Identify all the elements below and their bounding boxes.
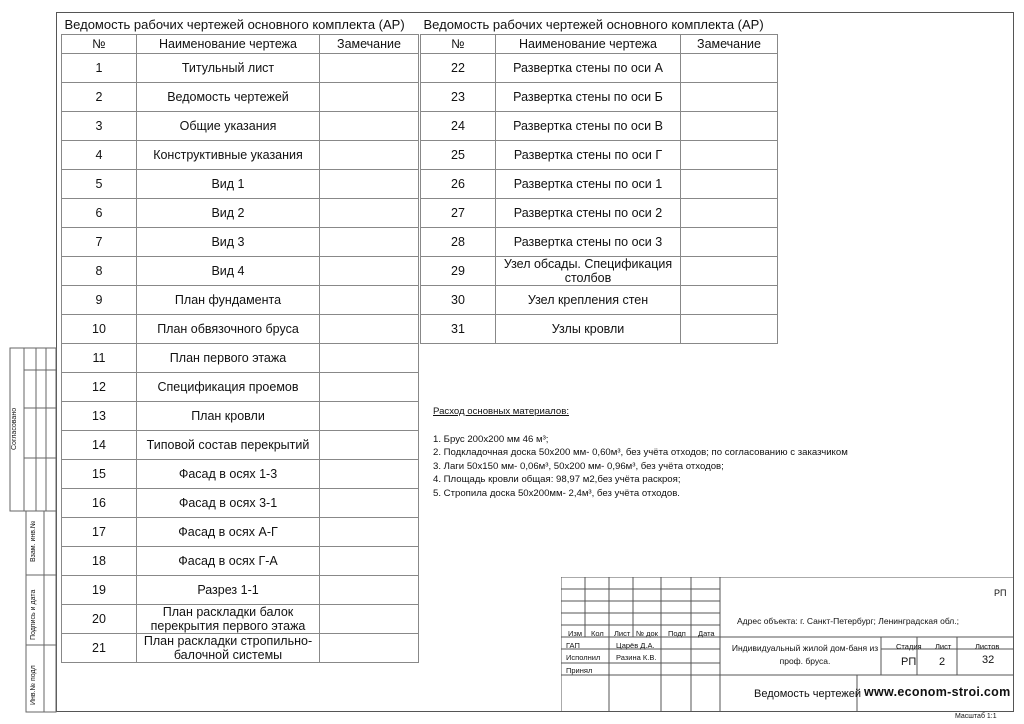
row-drawing-name: План кровли [137, 402, 320, 431]
side-label-inv-original: Инв.№ подл [30, 665, 37, 705]
row-drawing-name: План раскладки стропильно-балочной системы [137, 634, 320, 663]
row-drawing-name: Конструктивные указания [137, 141, 320, 170]
stamp-role: Исполнил [566, 653, 601, 662]
registry-row [62, 344, 419, 373]
row-note [681, 228, 778, 257]
stamp-col-date: Дата [698, 629, 715, 638]
row-number: 17 [62, 518, 137, 547]
row-note [681, 315, 778, 344]
row-note [320, 373, 419, 402]
row-note [320, 605, 419, 634]
registry-row [62, 547, 419, 576]
row-drawing-name: Разрез 1-1 [137, 576, 320, 605]
row-drawing-name: Развертка стены по оси Г [496, 141, 681, 170]
row-number: 15 [62, 460, 137, 489]
row-drawing-name: Титульный лист [137, 54, 320, 83]
registry-row [62, 315, 419, 344]
row-number: 3 [62, 112, 137, 141]
row-drawing-name: Развертка стены по оси 3 [496, 228, 681, 257]
header-note: Замечание [681, 35, 778, 54]
row-number: 5 [62, 170, 137, 199]
row-drawing-name: Узел обсады. Спецификация столбов [496, 257, 681, 286]
registry-row [62, 286, 419, 315]
materials-heading: Расход основных материалов: [433, 406, 569, 417]
registry-row [62, 228, 419, 257]
row-note [320, 460, 419, 489]
row-number: 2 [62, 83, 137, 112]
row-note [320, 431, 419, 460]
registry-row [421, 286, 778, 315]
row-note [681, 112, 778, 141]
row-drawing-name: План обвязочного бруса [137, 315, 320, 344]
row-drawing-name: Вид 4 [137, 257, 320, 286]
row-drawing-name: Ведомость чертежей [137, 83, 320, 112]
row-number: 23 [421, 83, 496, 112]
stamp-code: РП [994, 588, 1007, 598]
materials-block [433, 405, 848, 500]
side-label-agreed: Согласовано [11, 407, 18, 450]
stamp-stage-label: Стадия [896, 642, 922, 651]
row-note [320, 518, 419, 547]
row-number: 18 [62, 547, 137, 576]
materials-item: 5. Стропила доска 50х200мм- 2,4м³, без учёта отходов. [433, 487, 680, 499]
row-drawing-name: Вид 3 [137, 228, 320, 257]
row-number: 27 [421, 199, 496, 228]
row-drawing-name: Узел крепления стен [496, 286, 681, 315]
row-number: 25 [421, 141, 496, 170]
registry-right-body [421, 54, 778, 344]
row-drawing-name: Развертка стены по оси Б [496, 83, 681, 112]
row-number: 12 [62, 373, 137, 402]
row-note [320, 634, 419, 663]
row-drawing-name: Развертка стены по оси В [496, 112, 681, 141]
row-number: 21 [62, 634, 137, 663]
row-note [320, 54, 419, 83]
stamp-doc-title: Ведомость чертежей [754, 688, 862, 700]
row-drawing-name: Вид 2 [137, 199, 320, 228]
row-note [320, 489, 419, 518]
registry-row [62, 170, 419, 199]
row-number: 11 [62, 344, 137, 373]
row-note [320, 141, 419, 170]
stamp-role: Принял [566, 666, 593, 675]
row-drawing-name: Спецификация проемов [137, 373, 320, 402]
registry-row [421, 199, 778, 228]
header-num: № [62, 35, 137, 54]
stamp-col-doc: № док [636, 629, 658, 638]
row-drawing-name: Развертка стены по оси А [496, 54, 681, 83]
row-drawing-name: Общие указания [137, 112, 320, 141]
row-note [681, 286, 778, 315]
header-name: Наименование чертежа [137, 35, 320, 54]
row-note [320, 199, 419, 228]
registry-row [62, 54, 419, 83]
row-note [320, 228, 419, 257]
side-label-sign-date: Подпись и дата [30, 589, 37, 640]
row-note [320, 112, 419, 141]
row-note [681, 141, 778, 170]
row-note [320, 83, 419, 112]
row-drawing-name: Фасад в осях А-Г [137, 518, 320, 547]
registry-title: Ведомость рабочих чертежей основного комплекта (АР) [421, 16, 778, 35]
row-number: 10 [62, 315, 137, 344]
stamp-sheet-label: Лист [935, 642, 952, 651]
stamp-sheets: 32 [982, 654, 995, 666]
row-drawing-name: План раскладки балок перекрытия первого этажа [137, 605, 320, 634]
row-number: 6 [62, 199, 137, 228]
website-link[interactable]: www.econom-stroi.com [864, 685, 1011, 699]
registry-row [62, 518, 419, 547]
registry-row [62, 402, 419, 431]
row-drawing-name: Фасад в осях Г-А [137, 547, 320, 576]
registry-row [62, 83, 419, 112]
row-drawing-name: Типовой состав перекрытий [137, 431, 320, 460]
row-drawing-name: Вид 1 [137, 170, 320, 199]
row-note [681, 257, 778, 286]
row-note [681, 83, 778, 112]
stamp-stage: РП [901, 656, 917, 668]
registry-row [421, 112, 778, 141]
row-number: 28 [421, 228, 496, 257]
registry-row [62, 634, 419, 663]
registry-row [62, 112, 419, 141]
registry-row [62, 199, 419, 228]
drawings-registry-left [61, 16, 419, 663]
registry-row [62, 431, 419, 460]
registry-row [62, 257, 419, 286]
row-drawing-name: Узлы кровли [496, 315, 681, 344]
stamp-col-kol: Кол [591, 629, 604, 638]
materials-item: 3. Лаги 50х150 мм- 0,06м³, 50х200 мм- 0,96м³, без учёта отходов; [433, 460, 724, 472]
registry-row [421, 315, 778, 344]
row-drawing-name: Развертка стены по оси 1 [496, 170, 681, 199]
row-number: 4 [62, 141, 137, 170]
row-number: 9 [62, 286, 137, 315]
materials-item: 1. Брус 200х200 мм 46 м³; [433, 433, 549, 445]
header-num: № [421, 35, 496, 54]
registry-row [421, 228, 778, 257]
row-drawing-name: Развертка стены по оси 2 [496, 199, 681, 228]
stamp-col-izm: Изм [568, 629, 582, 638]
registry-row [62, 460, 419, 489]
row-number: 16 [62, 489, 137, 518]
row-number: 14 [62, 431, 137, 460]
row-note [681, 170, 778, 199]
row-note [681, 199, 778, 228]
stamp-person: Разина К.В. [616, 653, 657, 662]
header-note: Замечание [320, 35, 419, 54]
stamp-scale: Масштаб 1:1 [955, 713, 997, 720]
row-note [320, 257, 419, 286]
registry-left-body [62, 54, 419, 663]
row-number: 29 [421, 257, 496, 286]
row-note [320, 402, 419, 431]
row-drawing-name: Фасад в осях 3-1 [137, 489, 320, 518]
materials-item: 2. Подкладочная доска 50х200 мм- 0,60м³, без учёта отходов; по согласованию с заказчиком [433, 447, 848, 458]
row-number: 1 [62, 54, 137, 83]
row-drawing-name: Фасад в осях 1-3 [137, 460, 320, 489]
row-note [320, 286, 419, 315]
row-number: 24 [421, 112, 496, 141]
row-note [320, 344, 419, 373]
stamp-sheets-label: Листов [975, 642, 1000, 651]
row-number: 31 [421, 315, 496, 344]
row-note [681, 54, 778, 83]
header-name: Наименование чертежа [496, 35, 681, 54]
row-drawing-name: План фундамента [137, 286, 320, 315]
row-note [320, 576, 419, 605]
stamp-col-sign: Подп [668, 629, 686, 638]
registry-row [62, 605, 419, 634]
registry-row [62, 141, 419, 170]
row-number: 30 [421, 286, 496, 315]
stamp-role: ГАП [566, 641, 580, 650]
materials-item: 4. Площадь кровли общая: 98,97 м2,без учёта раскроя; [433, 474, 681, 485]
stamp-sheet: 2 [939, 656, 946, 668]
registry-row [62, 373, 419, 402]
registry-row [421, 54, 778, 83]
stamp-project: Индивидуальный жилой дом-баня из проф. бруса. [731, 643, 879, 666]
row-number: 19 [62, 576, 137, 605]
registry-row [62, 489, 419, 518]
stamp-person: Царёв Д.А. [616, 641, 655, 650]
side-label-inv-replacement: Взам. инв.№ [30, 520, 37, 562]
registry-row [421, 257, 778, 286]
registry-row [421, 141, 778, 170]
stamp-col-list: Лист [614, 629, 631, 638]
row-number: 26 [421, 170, 496, 199]
stamp-address: Адрес объекта: г. Санкт-Петербург; Ленинградская обл.; [737, 616, 959, 626]
row-number: 22 [421, 54, 496, 83]
row-number: 20 [62, 605, 137, 634]
row-number: 13 [62, 402, 137, 431]
drawings-registry-right [420, 16, 778, 344]
registry-row [421, 83, 778, 112]
registry-title: Ведомость рабочих чертежей основного комплекта (АР) [62, 16, 419, 35]
registry-row [62, 576, 419, 605]
row-number: 7 [62, 228, 137, 257]
row-note [320, 315, 419, 344]
row-number: 8 [62, 257, 137, 286]
row-note [320, 547, 419, 576]
row-note [320, 170, 419, 199]
registry-row [421, 170, 778, 199]
row-drawing-name: План первого этажа [137, 344, 320, 373]
